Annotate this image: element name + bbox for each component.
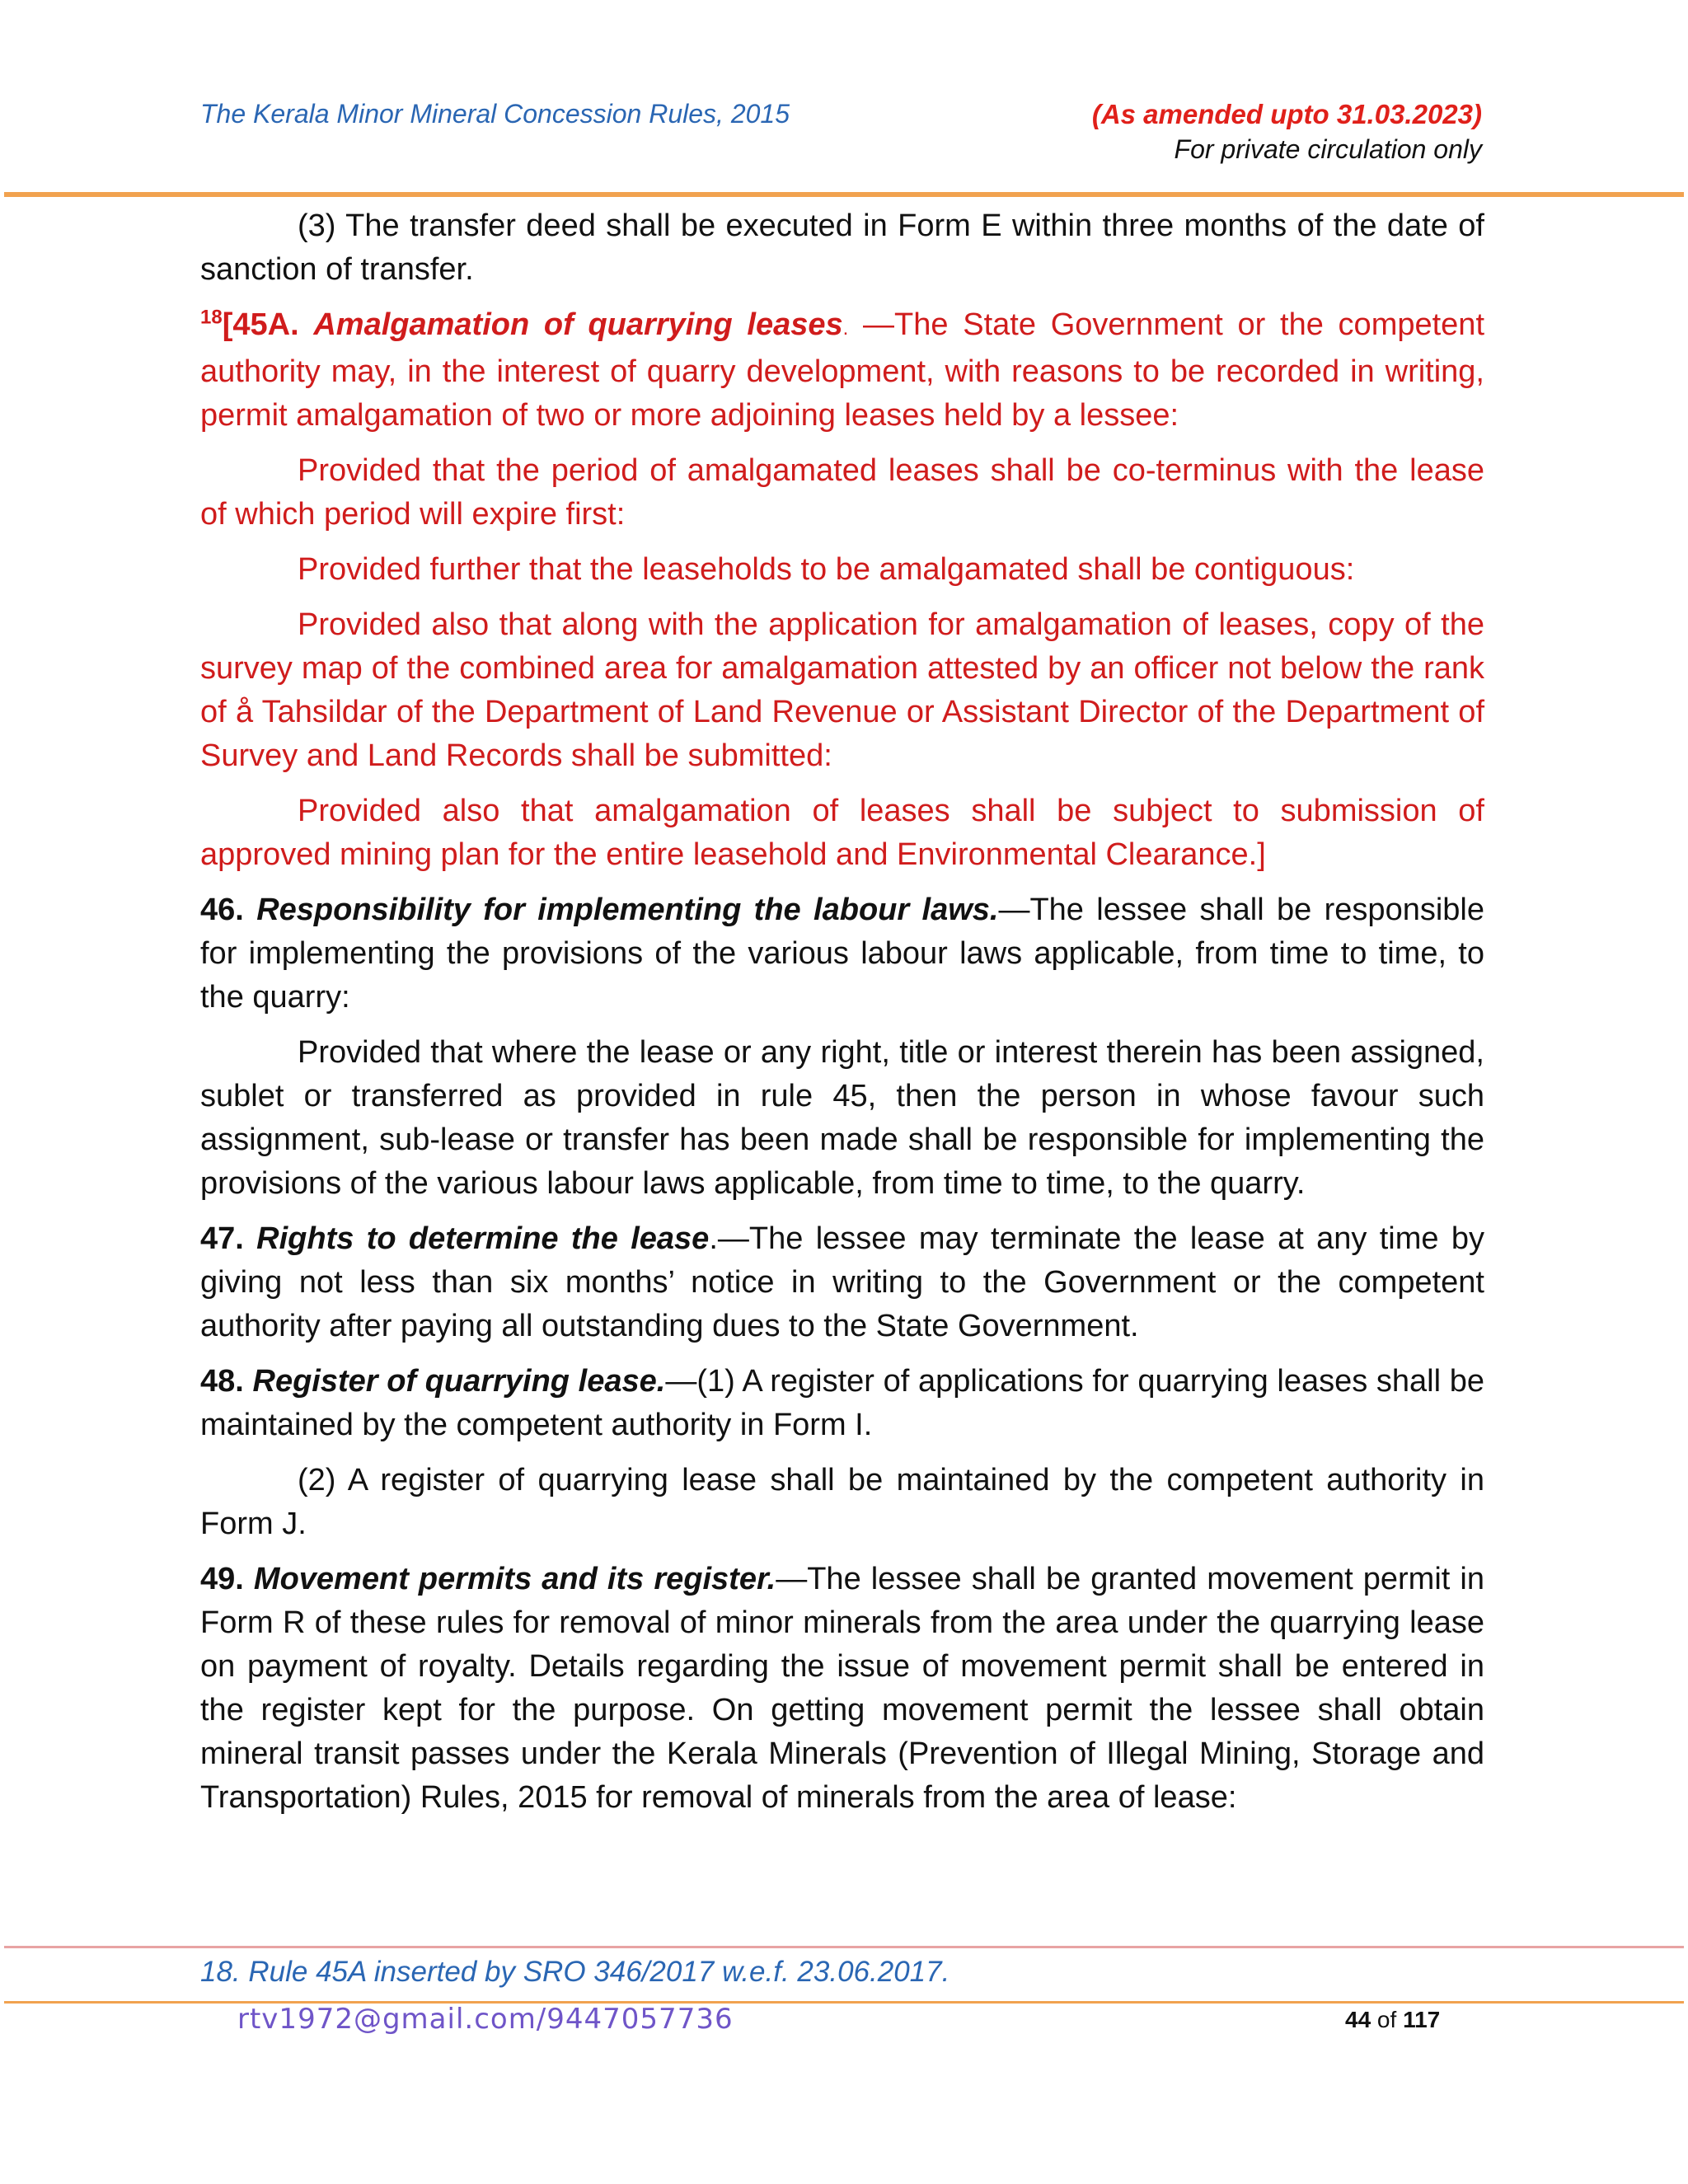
rule-48-subrule-2: (2) A register of quarrying lease shall be maintained by the competent authority in Form J. xyxy=(200,1463,1484,1541)
rule-47-paragraph xyxy=(200,1217,1484,1348)
rule-45a-text: —The State Government or the competent authority may, in the interest of quarry development, with reasons to be recorded in writing, permit amalgamation of two or more adjoining leases held by a lessee: xyxy=(200,307,1484,433)
rule-49-text: —The lessee shall be granted movement permit in Form R of these rules for removal of minor minerals from the area under the quarrying lease on payment of royalty. Details regarding the issue of movement permit shall be entered in the register kept for the purpose. On getting movement permit the lessee shall obtain mineral transit passes under the Kerala Minerals (Prevention of Illegal Mining, Storage and Transportation) Rules, 2015 for removal of minerals from the area of lease: xyxy=(200,1562,1484,1815)
rule-48-heading: Register of quarrying lease. xyxy=(252,1364,666,1399)
rule-45a-proviso-2: Provided further that the leaseholds to be amalgamated shall be contiguous: xyxy=(298,552,1355,587)
rule-46-text: —The lessee shall be responsible for implementing the provisions of the various labour laws applicable, from time to time, to the quarry: xyxy=(200,893,1484,1015)
footnote-18: 18. Rule 45A inserted by SRO 346/2017 w.e.f. 23.06.2017. xyxy=(200,1956,950,1988)
rule-47-number: 47. xyxy=(200,1221,244,1256)
rule-45a-proviso-3: Provided also that along with the application for amalgamation of leases, copy of the survey map of the combined area for amalgamation attested by an officer not below the rank of å Tahsildar of the Department of Land Revenue or Assistant Director of the Department of Survey and Land Records shall be submitted: xyxy=(200,607,1484,773)
document-title: The Kerala Minor Mineral Concession Rules, 2015 xyxy=(200,99,790,129)
rule-48-text: —(1) A register of applications for quarrying leases shall be maintained by the competent authority in Form I. xyxy=(200,1364,1484,1442)
rule-45a-paragraph xyxy=(200,303,1484,438)
rule-46-heading: Responsibility for implementing the labour laws. xyxy=(256,893,999,927)
rule-45a-heading: Amalgamation of quarrying leases xyxy=(313,307,843,342)
rule-49-paragraph xyxy=(200,1558,1484,1820)
rule-47-text: .—The lessee may terminate the lease at any time by giving not less than six months’ notice in writing to the Government or the competent authority after paying all outstanding dues to the State Government. xyxy=(200,1221,1485,1343)
rule-45a-proviso-1: Provided that the period of amalgamated leases shall be co-terminus with the lease of which period will expire first: xyxy=(200,453,1484,532)
rule-47-heading: Rights to determine the lease xyxy=(256,1221,710,1256)
page-current: 44 xyxy=(1345,2007,1372,2032)
header-divider xyxy=(4,192,1684,197)
footnote-ref-18[interactable]: 18 xyxy=(200,306,223,329)
rule-48-number: 48. xyxy=(200,1364,244,1399)
rule-48-paragraph xyxy=(200,1360,1484,1447)
rule-45a-heading-dot: . xyxy=(842,317,849,340)
rule-49-number: 49. xyxy=(200,1562,244,1596)
rule-45a-number: [45A. xyxy=(222,307,299,342)
page-number xyxy=(1345,2007,1440,2033)
circulation-note: For private circulation only xyxy=(1174,134,1482,164)
rule-46-paragraph xyxy=(200,888,1484,1019)
transfer-deed-paragraph: (3) The transfer deed shall be executed in Form E within three months of the date of sanction of transfer. xyxy=(200,209,1484,287)
page-body xyxy=(200,204,1484,1831)
rule-45a-proviso-4: Provided also that amalgamation of leases shall be subject to submission of approved mining plan for the entire leasehold and Environmental Clearance.] xyxy=(200,794,1484,872)
rule-49-heading: Movement permits and its register. xyxy=(253,1562,776,1596)
contact-info[interactable]: rtv1972@gmail.com/9447057736 xyxy=(237,2003,734,2036)
footnote-divider xyxy=(4,1946,1684,1948)
amendment-date: (As amended upto 31.03.2023) xyxy=(1091,99,1482,129)
rule-46-number: 46. xyxy=(200,893,244,927)
page-of: of xyxy=(1371,2007,1404,2032)
page-total: 117 xyxy=(1403,2007,1441,2032)
rule-46-proviso: Provided that where the lease or any right, title or interest therein has been assigned, sublet or transferred as provided in rule 45, then the person in whose favour such assignment, sub-lease or transfer has been made shall be responsible for implementing the provisions of the various labour laws applicable, from time to time, to the quarry. xyxy=(200,1035,1484,1201)
